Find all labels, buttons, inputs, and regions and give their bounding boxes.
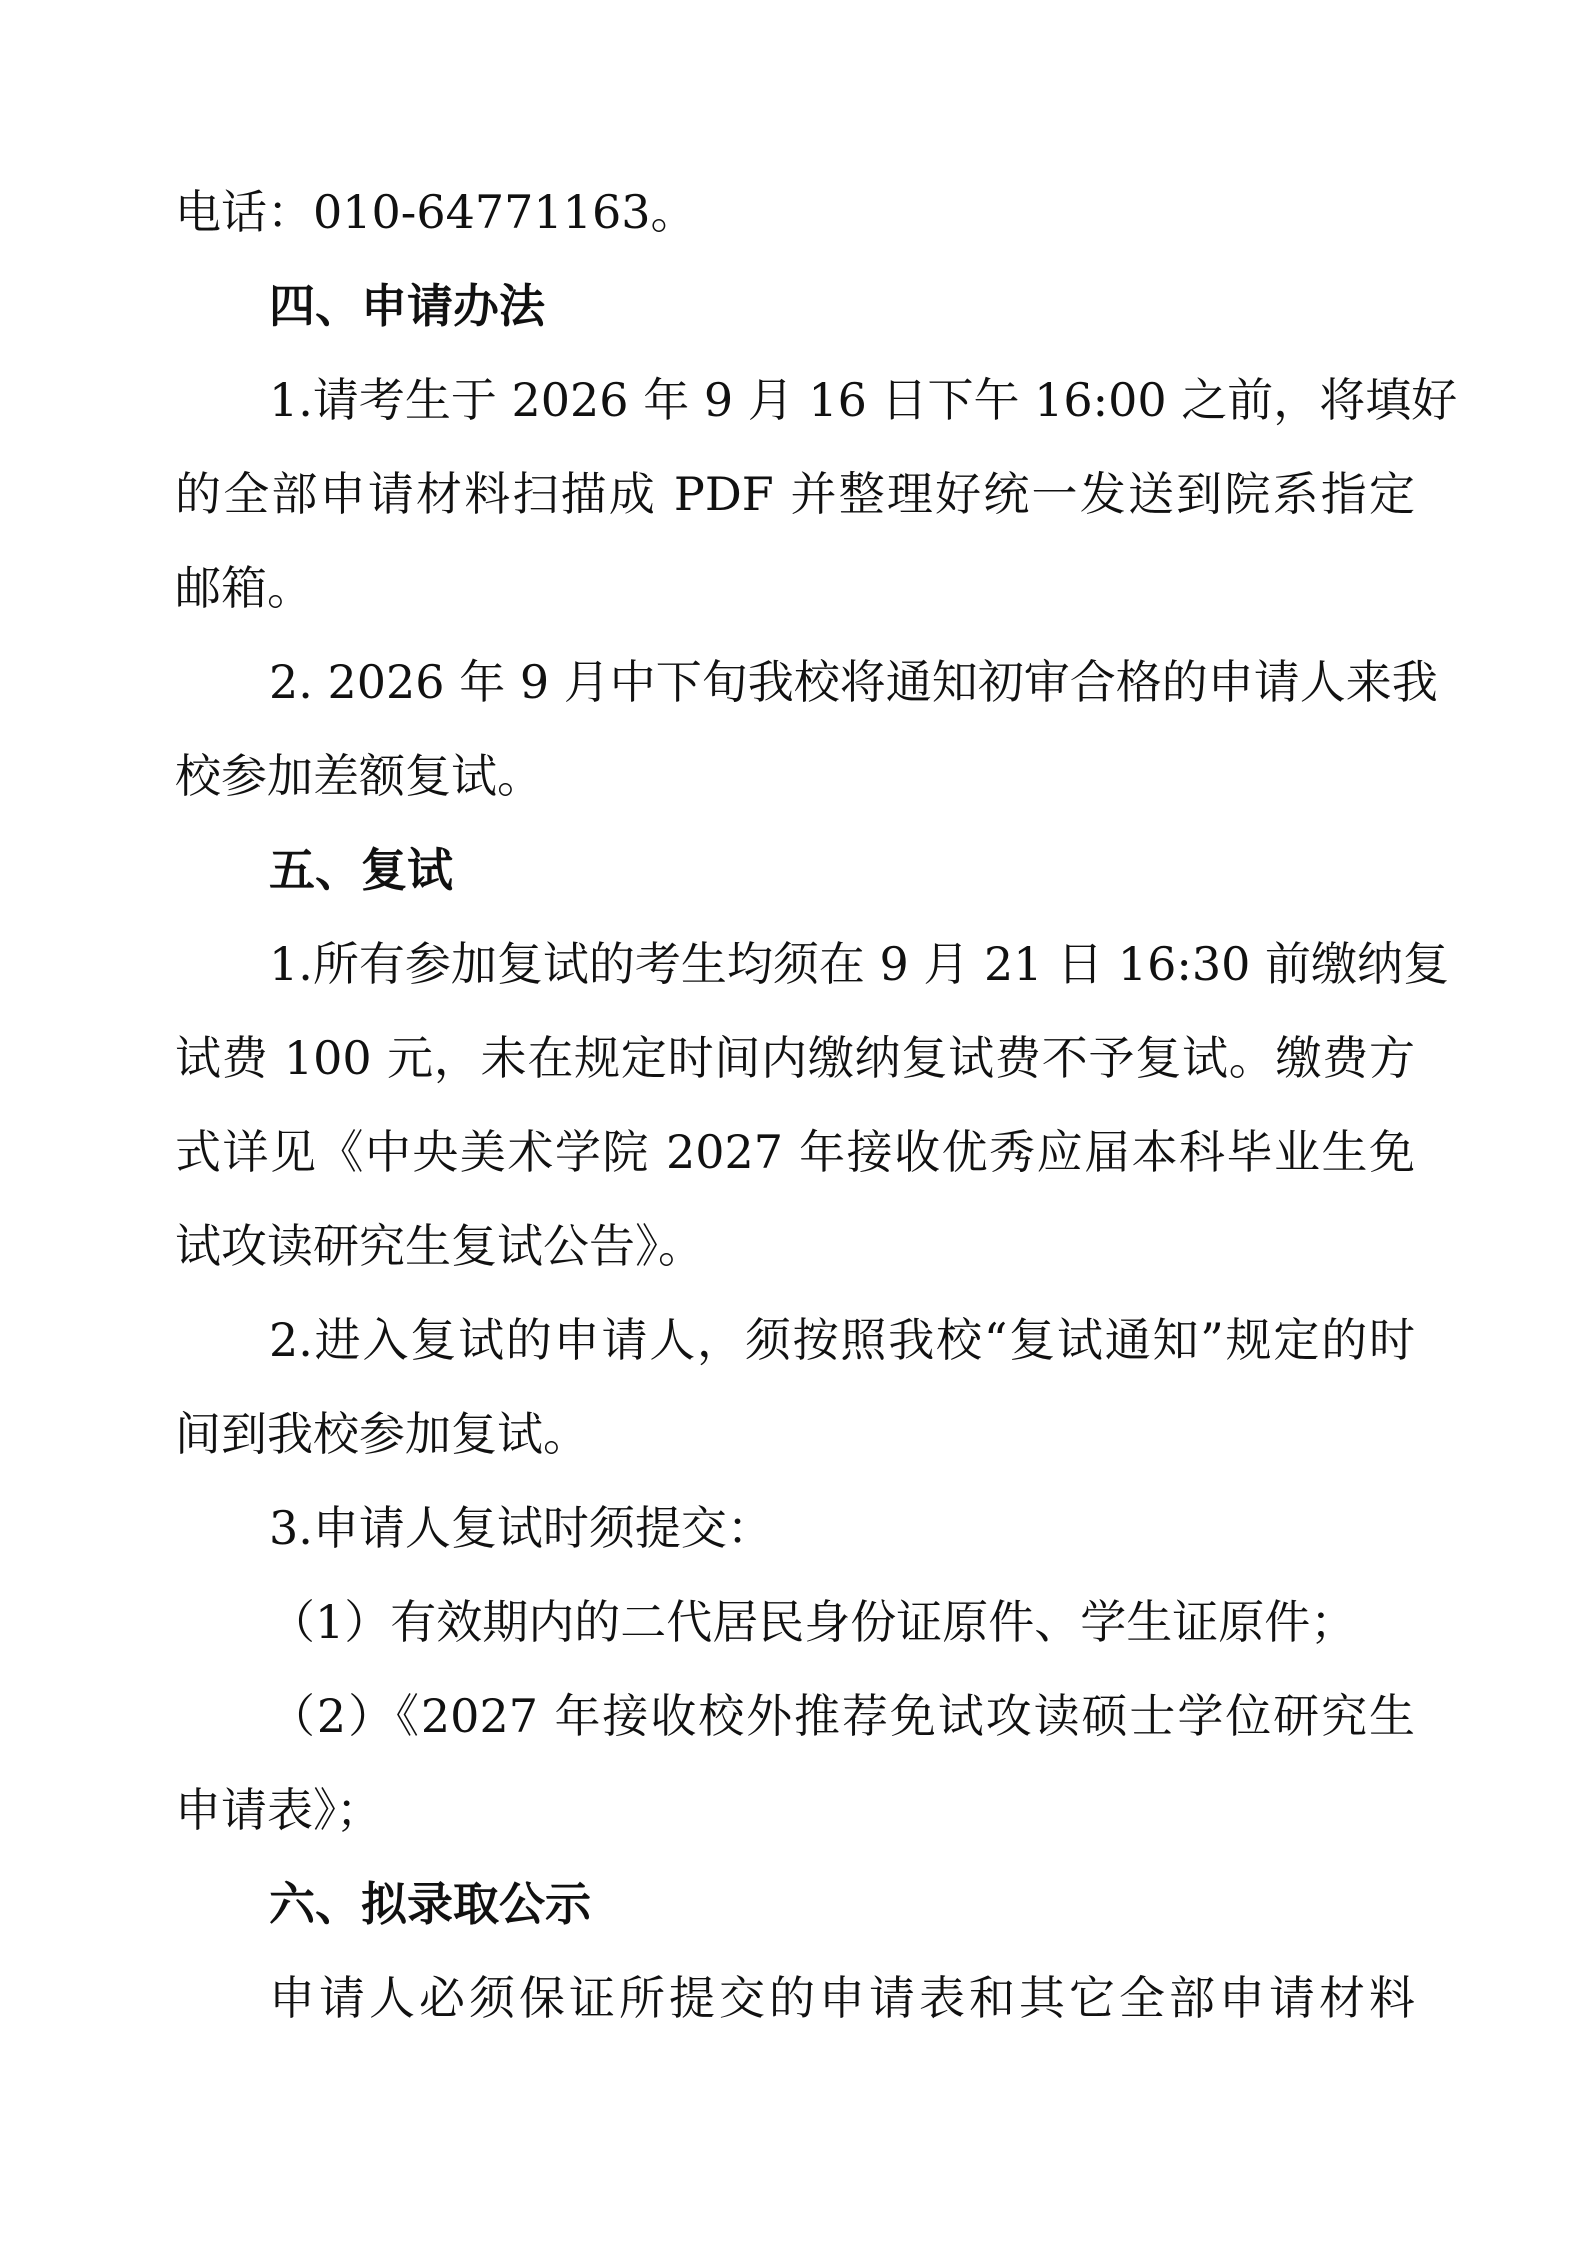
paragraph-line: 申请人必须保证所提交的申请表和其它全部申请材料 bbox=[269, 1971, 1415, 2025]
list-item: （2）《2027 年接收校外推荐免试攻读硕士学位研究生 bbox=[269, 1689, 1415, 1743]
paragraph-line: 2. 2026 年 9 月中下旬我校将通知初审合格的申请人来我 bbox=[269, 655, 1438, 709]
paragraph-line: 3.申请人复试时须提交： bbox=[269, 1501, 773, 1555]
section-heading-admission-publicity: 六、拟录取公示 bbox=[269, 1877, 591, 1931]
paragraph-line: 试攻读研究生复试公告》。 bbox=[175, 1219, 704, 1273]
section-heading-reexam: 五、复试 bbox=[269, 843, 453, 897]
list-item: （1）有效期内的二代居民身份证原件、学生证原件； bbox=[269, 1595, 1357, 1649]
paragraph-line: 式详见《中央美术学院 2027 年接收优秀应届本科毕业生免 bbox=[175, 1125, 1415, 1179]
paragraph-line: 间到我校参加复试。 bbox=[175, 1407, 589, 1461]
contact-phone-line: 电话：010-64771163。 bbox=[175, 185, 697, 239]
paragraph-line: 2.进入复试的申请人，须按照我校“复试通知”规定的时 bbox=[269, 1313, 1415, 1367]
paragraph-line: 校参加差额复试。 bbox=[175, 749, 543, 803]
paragraph-line: 的全部申请材料扫描成 PDF 并整理好统一发送到院系指定 bbox=[175, 467, 1415, 521]
section-heading-application-method: 四、申请办法 bbox=[269, 279, 545, 333]
paragraph-line: 邮箱。 bbox=[175, 561, 313, 615]
paragraph-line: 1.所有参加复试的考生均须在 9 月 21 日 16:30 前缴纳复 bbox=[269, 937, 1449, 991]
list-item-continuation: 申请表》； bbox=[175, 1783, 382, 1837]
paragraph-line: 1.请考生于 2026 年 9 月 16 日下午 16:00 之前，将填好 bbox=[269, 373, 1458, 427]
paragraph-line: 试费 100 元，未在规定时间内缴纳复试费不予复试。缴费方 bbox=[175, 1031, 1415, 1085]
